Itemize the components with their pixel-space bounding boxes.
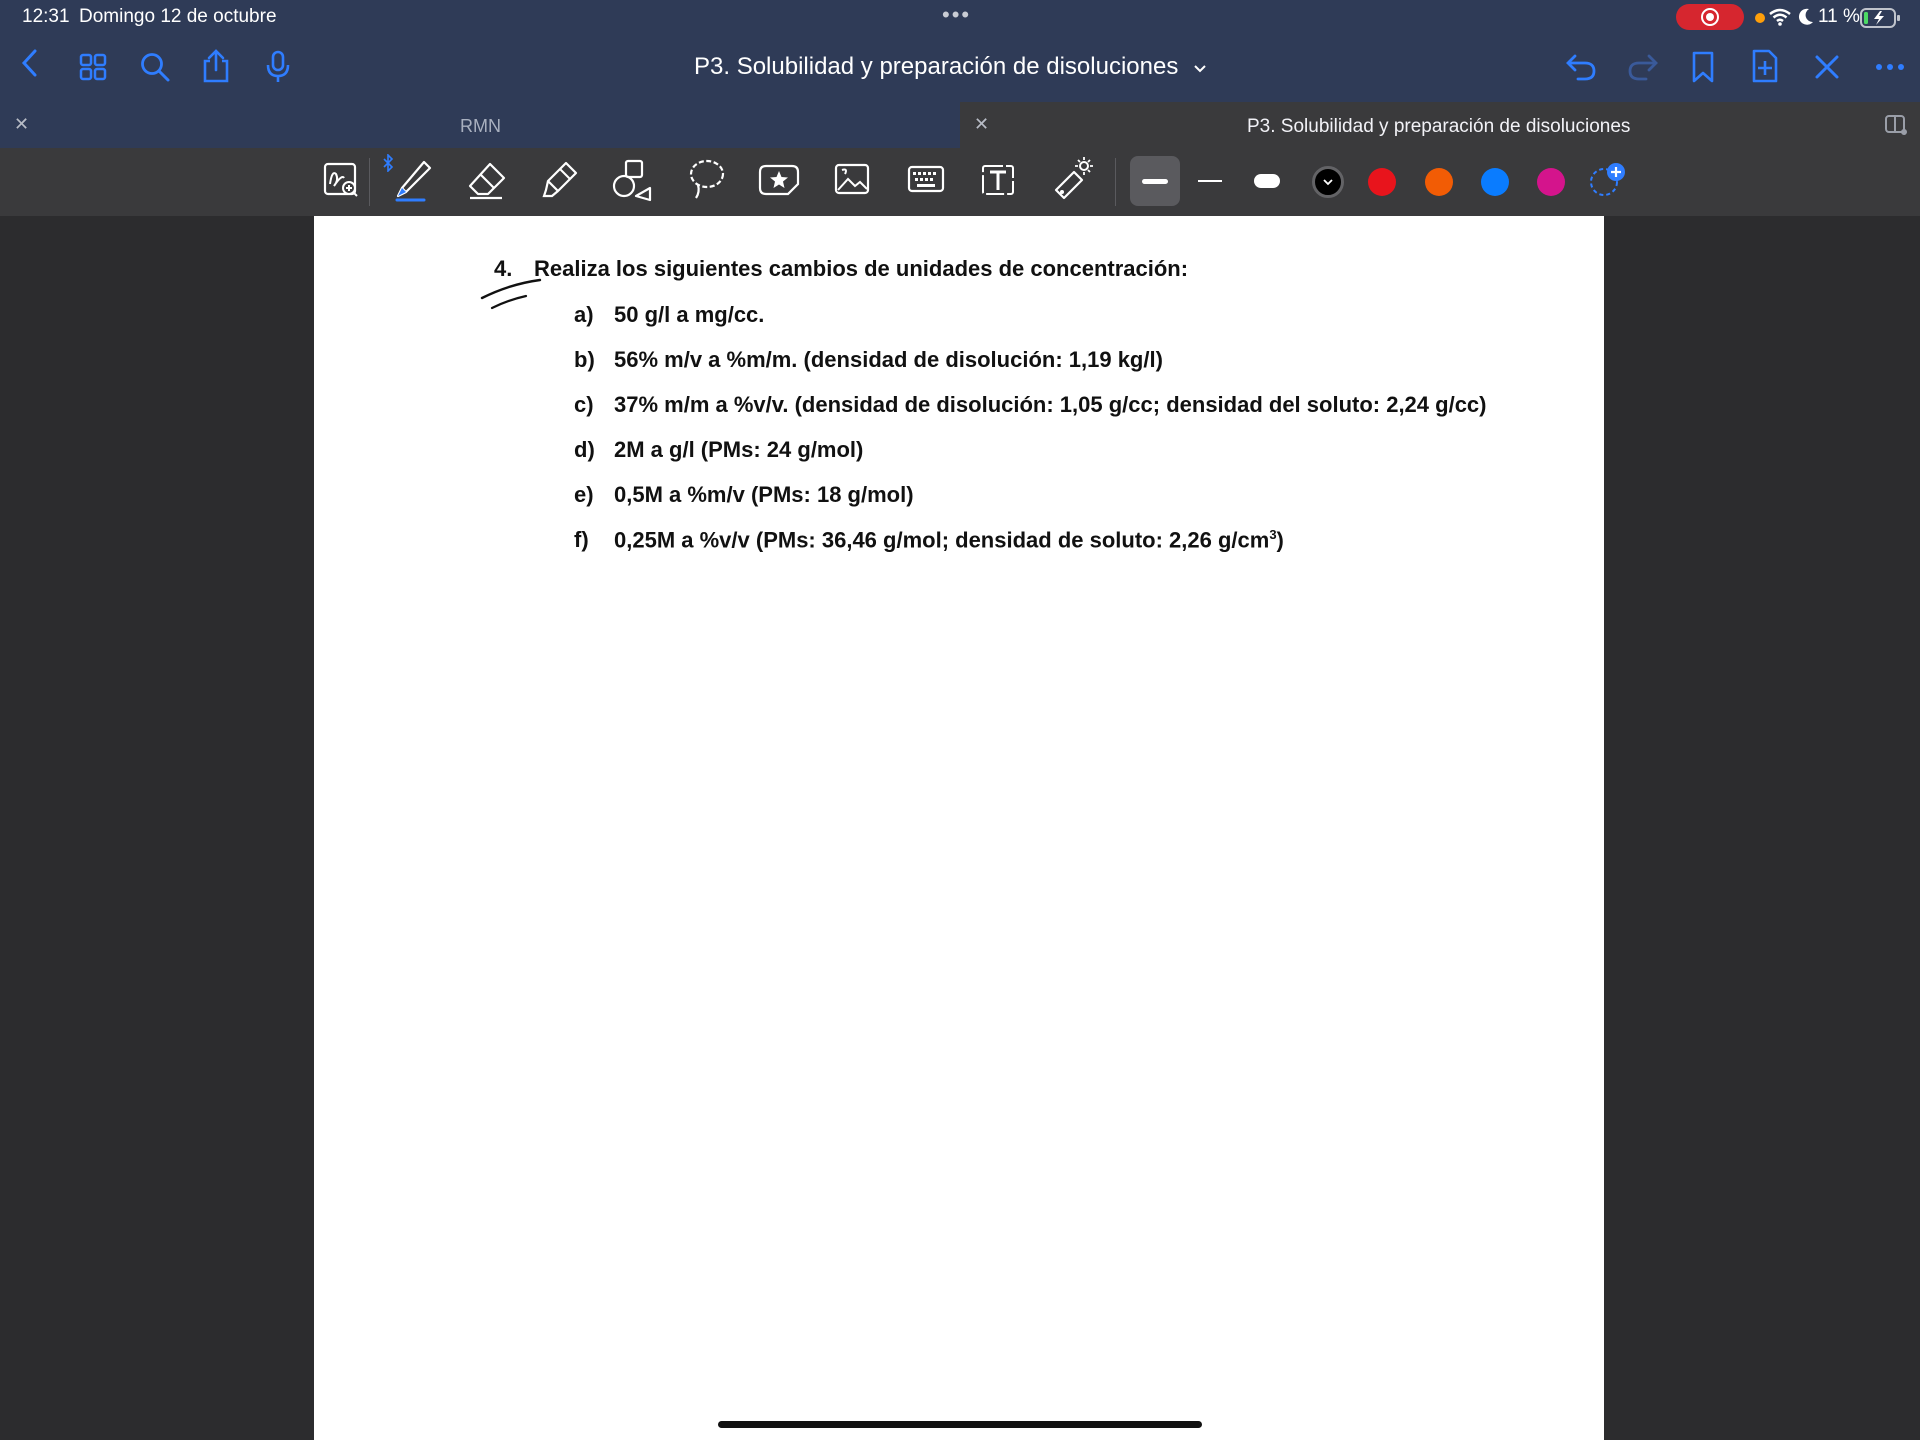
mic-in-use-dot-icon xyxy=(1755,13,1765,23)
split-view-icon[interactable] xyxy=(1884,114,1908,136)
item-label: e) xyxy=(574,482,594,507)
item-text: 50 g/l a mg/cc. xyxy=(614,302,765,327)
item-label: a) xyxy=(574,302,594,327)
back-icon[interactable] xyxy=(18,48,42,78)
color-red[interactable] xyxy=(1368,168,1396,196)
grid-view-icon[interactable] xyxy=(79,53,107,81)
item-label: d) xyxy=(574,437,595,462)
bluetooth-icon xyxy=(382,154,394,172)
item-text: 0,25M a %v/v (PMs: 36,46 g/mol; densidad de soluto: 2,26 $g/cm^3$) xyxy=(614,527,1284,553)
share-icon[interactable] xyxy=(200,48,232,84)
document-title-text: P3. Solubilidad y preparación de disoluciones xyxy=(694,53,1179,80)
color-orange[interactable] xyxy=(1425,168,1453,196)
lasso-icon[interactable] xyxy=(688,158,726,202)
item-text: 2M a g/l (PMs: 24 g/mol) xyxy=(614,437,864,462)
chevron-down-icon xyxy=(1323,178,1333,186)
battery-percent: 11 % xyxy=(1818,6,1860,27)
tab-label: P3. Solubilidad y preparación de disoluciones xyxy=(1247,116,1631,137)
search-icon[interactable] xyxy=(139,51,171,83)
item-label: b) xyxy=(574,347,595,372)
color-magenta[interactable] xyxy=(1537,168,1565,196)
focus-moon-icon xyxy=(1798,8,1814,26)
text-box-icon[interactable] xyxy=(980,162,1016,198)
wifi-icon xyxy=(1768,8,1792,26)
screen-recording-indicator[interactable] xyxy=(1676,4,1744,30)
color-blue[interactable] xyxy=(1481,168,1509,196)
redo-icon[interactable] xyxy=(1627,52,1659,82)
document-tabs xyxy=(0,102,1920,148)
add-page-icon[interactable] xyxy=(1750,48,1780,84)
tab-label: RMN xyxy=(460,116,501,136)
question-text: Realiza los siguientes cambios de unidades de concentración: xyxy=(534,256,1189,281)
keyboard-icon[interactable] xyxy=(907,164,945,194)
item-text: 37% m/m a %v/v. (densidad de disolución: 1,05 g/cc; densidad del soluto: 2,24 g/cc) xyxy=(614,392,1487,417)
image-icon[interactable] xyxy=(834,162,870,196)
home-indicator[interactable] xyxy=(718,1421,1202,1428)
item-text: 56% m/v a %m/m. (densidad de disolución: 1,19 kg/l) xyxy=(614,347,1163,372)
tab-rmn[interactable] xyxy=(0,102,960,148)
shapes-icon[interactable] xyxy=(612,158,654,202)
chevron-down-icon xyxy=(1193,64,1207,74)
add-color-icon[interactable] xyxy=(1588,162,1626,198)
multitask-dots-icon[interactable]: ••• xyxy=(942,2,972,27)
item-label: c) xyxy=(574,392,594,417)
handwritten-strokes xyxy=(480,274,550,312)
highlighter-icon[interactable] xyxy=(540,160,580,202)
undo-icon[interactable] xyxy=(1565,52,1597,82)
stroke-thick-option[interactable] xyxy=(1130,156,1180,206)
stroke-thin-option[interactable] xyxy=(1198,180,1222,182)
document-title[interactable] xyxy=(694,53,1207,81)
close-tab-icon[interactable]: ✕ xyxy=(974,114,990,134)
close-pen-mode-icon[interactable] xyxy=(1813,53,1841,81)
microphone-icon[interactable] xyxy=(264,50,292,84)
eraser-icon[interactable] xyxy=(466,160,508,202)
toolbar-divider xyxy=(369,158,370,206)
document-page[interactable] xyxy=(314,216,1604,1440)
stroke-wide-option[interactable] xyxy=(1254,174,1280,188)
status-time: 12:31 xyxy=(22,6,70,27)
status-date: Domingo 12 de octubre xyxy=(79,6,277,27)
close-tab-icon[interactable]: ✕ xyxy=(14,114,30,134)
color-black-selected[interactable] xyxy=(1312,166,1344,198)
superscript: 3 xyxy=(1269,527,1277,542)
laser-pointer-icon[interactable] xyxy=(1052,156,1094,202)
bookmark-icon[interactable] xyxy=(1690,50,1716,84)
zoom-window-icon[interactable] xyxy=(322,160,360,200)
pen-toolbar xyxy=(0,148,1920,216)
toolbar-divider xyxy=(1115,158,1116,206)
item-label: f) xyxy=(574,527,589,552)
battery-charging-icon xyxy=(1860,7,1902,29)
sticker-icon[interactable] xyxy=(758,162,800,198)
question-number: 4. xyxy=(494,256,513,281)
top-bar xyxy=(0,0,1920,102)
item-text: 0,5M a %m/v (PMs: 18 g/mol) xyxy=(614,482,914,507)
pen-tool-icon[interactable] xyxy=(394,158,434,204)
more-options-icon[interactable] xyxy=(1875,62,1905,72)
